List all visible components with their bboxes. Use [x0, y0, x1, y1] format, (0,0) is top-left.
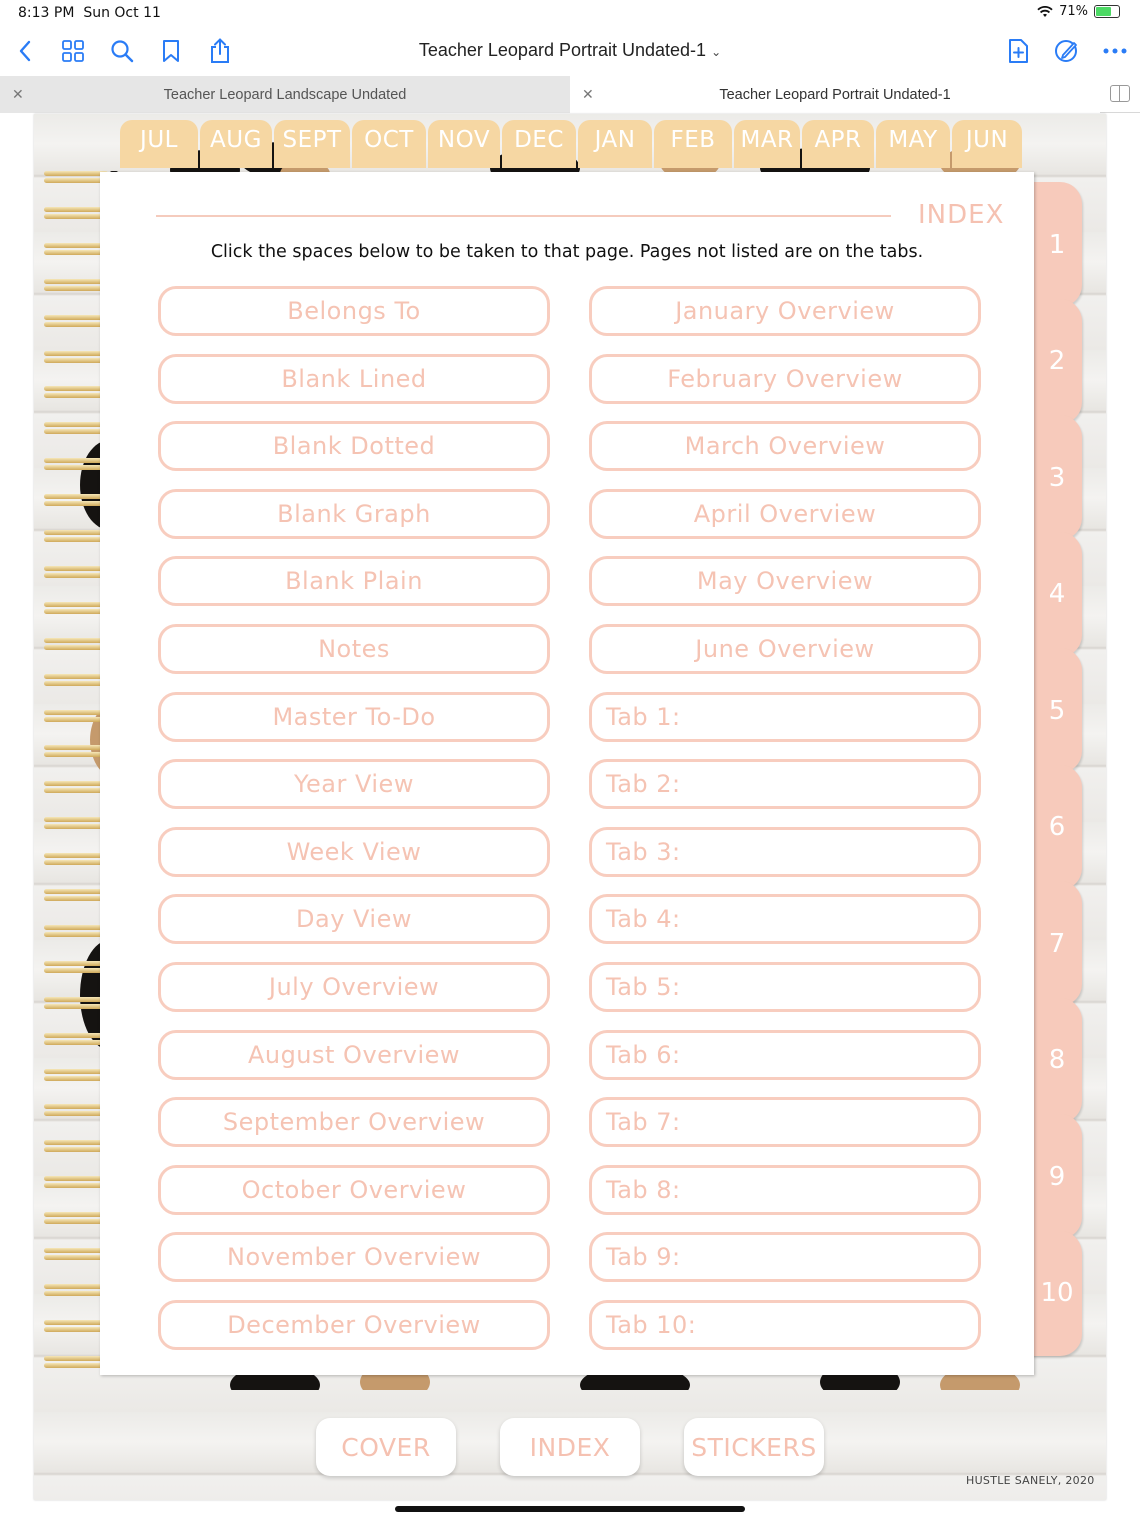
tab-portrait[interactable]: ✕ Teacher Leopard Portrait Undated-1: [570, 76, 1100, 113]
index-link[interactable]: Blank Plain: [158, 556, 550, 606]
stickers-button[interactable]: STICKERS: [684, 1418, 824, 1476]
add-page-icon[interactable]: [1003, 36, 1033, 66]
index-page: [100, 172, 1034, 1375]
index-link[interactable]: Week View: [158, 827, 550, 877]
index-link[interactable]: Tab 4:: [589, 894, 981, 944]
index-link[interactable]: Year View: [158, 759, 550, 809]
month-tab-nov[interactable]: NOV: [428, 120, 500, 168]
side-tab-8[interactable]: 8: [1032, 998, 1082, 1123]
index-link[interactable]: May Overview: [589, 556, 981, 606]
side-tab-9[interactable]: 9: [1032, 1114, 1082, 1239]
index-link[interactable]: Notes: [158, 624, 550, 674]
tab-landscape[interactable]: ✕ Teacher Leopard Landscape Undated: [0, 76, 570, 113]
index-link[interactable]: Blank Lined: [158, 354, 550, 404]
home-indicator[interactable]: [395, 1506, 745, 1512]
index-link[interactable]: February Overview: [589, 354, 981, 404]
index-link[interactable]: October Overview: [158, 1165, 550, 1215]
index-link[interactable]: September Overview: [158, 1097, 550, 1147]
index-link[interactable]: Tab 10:: [589, 1300, 981, 1350]
index-link[interactable]: January Overview: [589, 286, 981, 336]
month-tab-oct[interactable]: OCT: [352, 120, 426, 168]
index-link[interactable]: Tab 2:: [589, 759, 981, 809]
battery-percent: 71%: [1059, 4, 1088, 19]
side-tab-1[interactable]: 1: [1032, 182, 1082, 307]
index-link[interactable]: Blank Graph: [158, 489, 550, 539]
index-instruction: Click the spaces below to be taken to that page. Pages not listed are on the tabs.: [210, 242, 924, 262]
battery-icon: [1094, 5, 1120, 18]
index-link[interactable]: Tab 7:: [589, 1097, 981, 1147]
index-link[interactable]: April Overview: [589, 489, 981, 539]
index-link[interactable]: Tab 1:: [589, 692, 981, 742]
close-icon[interactable]: ✕: [582, 86, 594, 102]
side-tab-5[interactable]: 5: [1032, 648, 1082, 773]
side-tab-2[interactable]: 2: [1032, 299, 1082, 424]
month-tab-mar[interactable]: MAR: [734, 120, 800, 168]
index-link[interactable]: March Overview: [589, 421, 981, 471]
index-link[interactable]: Tab 9:: [589, 1232, 981, 1282]
index-link[interactable]: Tab 6:: [589, 1030, 981, 1080]
index-link[interactable]: Tab 8:: [589, 1165, 981, 1215]
index-link[interactable]: July Overview: [158, 962, 550, 1012]
status-bar: [0, 0, 1140, 28]
side-tab-6[interactable]: 6: [1032, 765, 1082, 890]
month-tab-jun[interactable]: JUN: [952, 120, 1022, 168]
index-link[interactable]: Blank Dotted: [158, 421, 550, 471]
month-tab-jul[interactable]: JUL: [120, 120, 198, 168]
index-button[interactable]: INDEX: [500, 1418, 640, 1476]
month-tab-sept[interactable]: SEPT: [274, 120, 350, 168]
index-link[interactable]: December Overview: [158, 1300, 550, 1350]
index-divider: [156, 215, 891, 217]
month-tab-apr[interactable]: APR: [802, 120, 874, 168]
status-time: 8:13 PM Sun Oct 11: [18, 5, 161, 21]
side-tab-3[interactable]: 3: [1032, 415, 1082, 540]
chevron-down-icon: ⌄: [711, 45, 722, 59]
split-view-icon[interactable]: [1110, 85, 1130, 102]
document-title[interactable]: Teacher Leopard Portrait Undated-1 ⌄: [418, 40, 722, 60]
more-icon[interactable]: [1100, 36, 1130, 66]
close-icon[interactable]: ✕: [12, 86, 24, 102]
cover-button[interactable]: COVER: [316, 1418, 456, 1476]
credit-text: HUSTLE SANELY, 2020: [966, 1474, 1095, 1487]
index-link[interactable]: Tab 3:: [589, 827, 981, 877]
month-tab-aug[interactable]: AUG: [200, 120, 272, 168]
month-tab-jan[interactable]: JAN: [578, 120, 652, 168]
side-tab-4[interactable]: 4: [1032, 532, 1082, 657]
index-link[interactable]: August Overview: [158, 1030, 550, 1080]
month-tabs: [120, 120, 1022, 168]
index-link[interactable]: Belongs To: [158, 286, 550, 336]
wifi-icon: [1037, 6, 1053, 18]
index-link[interactable]: Tab 5:: [589, 962, 981, 1012]
month-tab-may[interactable]: MAY: [876, 120, 950, 168]
side-tab-10[interactable]: 10: [1032, 1231, 1082, 1356]
index-link[interactable]: Master To-Do: [158, 692, 550, 742]
index-link[interactable]: November Overview: [158, 1232, 550, 1282]
side-tab-7[interactable]: 7: [1032, 881, 1082, 1006]
pen-icon[interactable]: [1052, 36, 1082, 66]
index-link[interactable]: June Overview: [589, 624, 981, 674]
toolbar: [0, 28, 1140, 74]
index-link[interactable]: Day View: [158, 894, 550, 944]
document-tabs: [0, 76, 1140, 113]
month-tab-dec[interactable]: DEC: [502, 120, 576, 168]
month-tab-feb[interactable]: FEB: [654, 120, 732, 168]
status-right: [1037, 4, 1120, 19]
index-title: INDEX: [918, 200, 1005, 230]
